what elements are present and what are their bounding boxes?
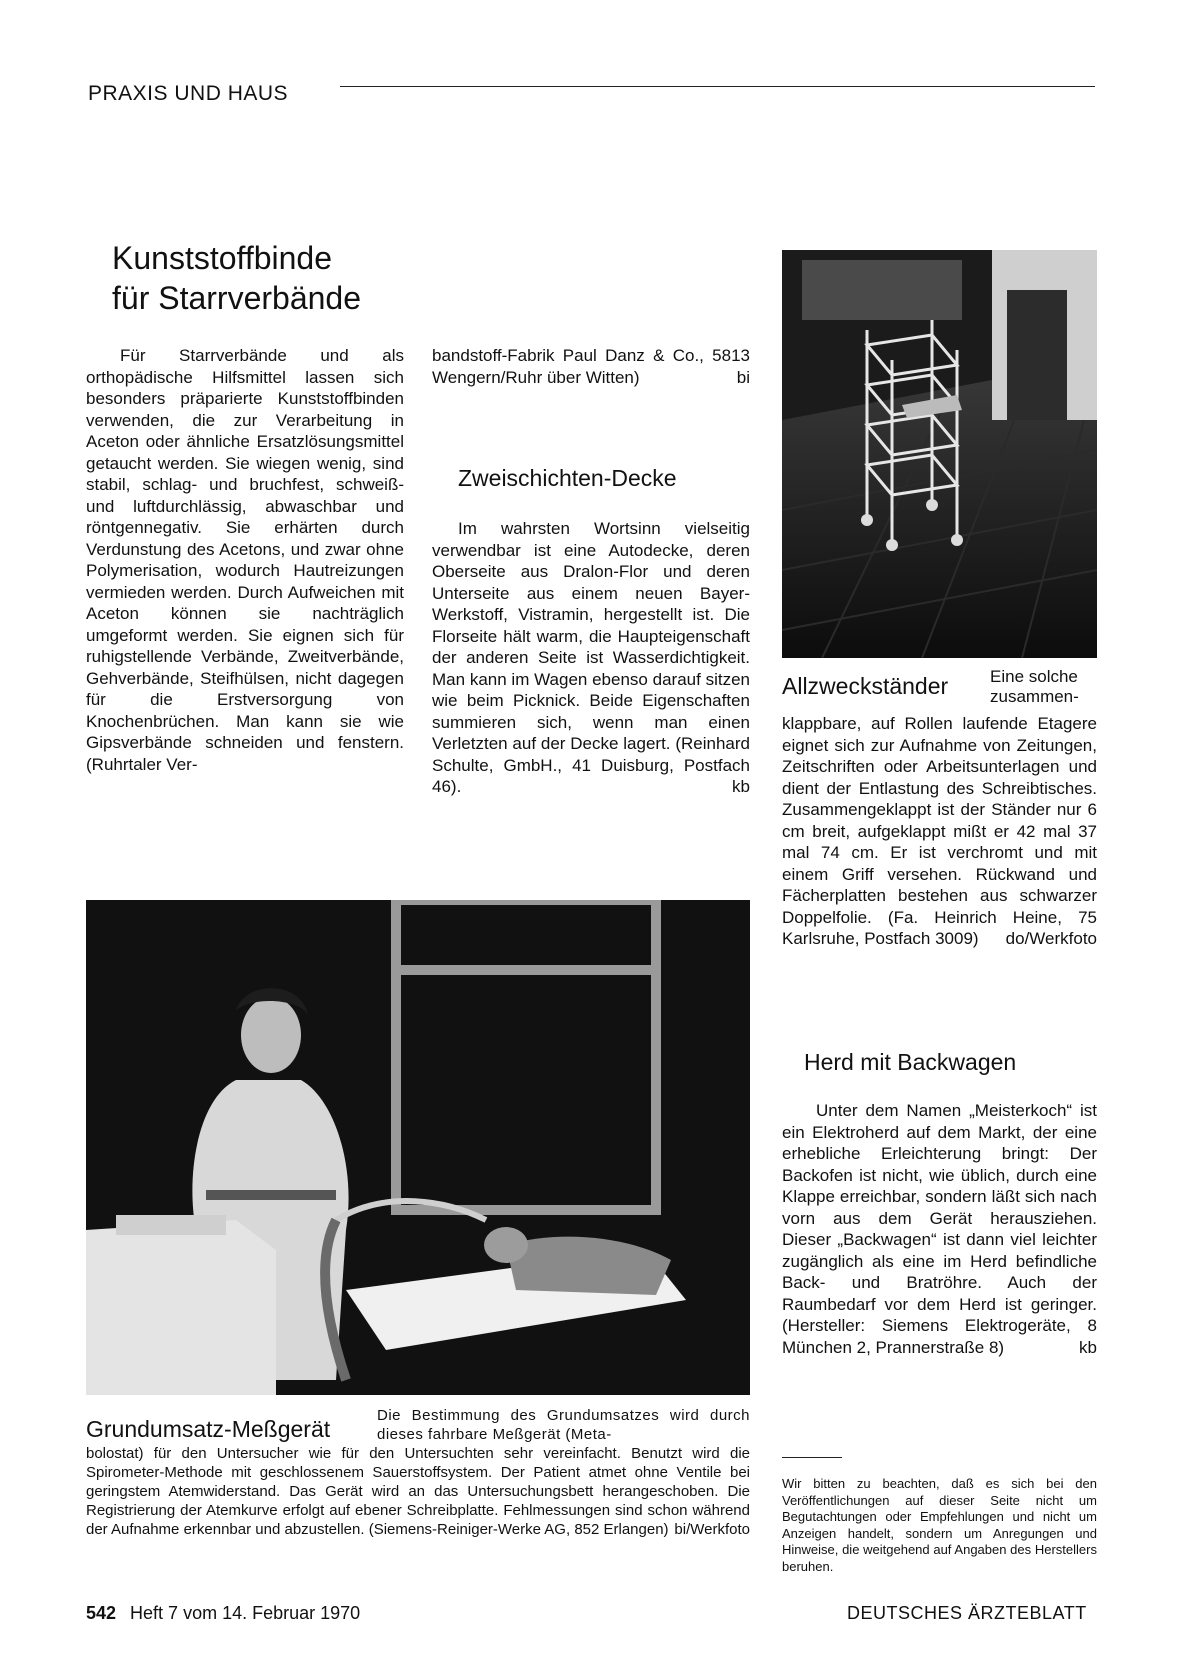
article-text-herd-mit-backwagen — [782, 1100, 1097, 1358]
article-title-grundumsatz-messgeraet: Grundumsatz-Meßgerät — [86, 1416, 331, 1442]
author-signature: bi/Werkfoto — [674, 1521, 750, 1538]
section-header: PRAXIS UND HAUS — [88, 82, 289, 105]
article-lead-allzweckstaender: Eine solche zusammen- — [990, 667, 1079, 706]
photo-allzweckstaender — [782, 250, 1097, 658]
article-text-grundumsatz-messgeraet — [86, 1444, 750, 1539]
note-rule — [782, 1457, 842, 1458]
article-body: bolostat) für den Untersucher wie für den Untersuchten sehr vereinfacht. Benutzt wird die Spirometer-Methode mit geschlossenem Sauerstoffsystem. Der Patient atmet ohne Ventile bei geringstem Atemwiderstand. Das Gerät wird an das Untersuchungsbett herangeschoben. Die Registrierung der Atemkurve erfolgt auf ebener Schreibplatte. Fehlmessungen sind schon während der Aufnahme erkennbar und abzustellen. (Siemens-Reiniger-Werke AG, 852 Erlangen) — [86, 1445, 750, 1538]
article-title-zweischichten-decke: Zweischichten-Decke — [458, 465, 677, 491]
patient-photo-graphic — [86, 900, 750, 1395]
article-title-herd-mit-backwagen: Herd mit Backwagen — [804, 1049, 1017, 1075]
author-signature: bi — [736, 367, 750, 387]
article-lead-grundumsatz-messgeraet: Die Bestimmung des Grundumsatzes wird durch dieses fahrbare Meßgerät (Meta- — [377, 1407, 750, 1443]
article-body: klappbare, auf Rollen laufende Etagere eignet sich zur Aufnahme von Zeitungen, Zeitschriften oder Arbeitsunterlagen und dient der Entlastung des Schreibtisches. Zusammengeklappt ist der Ständer nur 6 cm breit, aufgeklappt mißt er 42 mal 37 mal 74 cm. Er ist verchromt und mit einem Griff versehen. Rückwand und Fächerplatten bestehen aus schwarzer Doppelfolie. (Fa. Heinrich Heine, 75 Karlsruhe, Postfach 3009) — [782, 714, 1097, 948]
trolley-photo-graphic — [782, 250, 1097, 658]
article-continuation: bandstoff-Fabrik Paul Danz & Co., 5813 Wengern/Ruhr über Witten) — [432, 346, 750, 387]
disclaimer-note: Wir bitten zu beachten, daß es sich bei den Veröffentlichungen auf dieser Seite nicht um Begutachtungen oder Empfehlungen und nicht um Anzeigen handelt, sondern um Anregungen und Hinweise, die weitgehend auf Angaben des Herstellers beruhen. — [782, 1476, 1097, 1574]
article-body: Im wahrsten Wortsinn vielseitig verwendbar ist eine Autodecke, deren Oberseite aus Dralon-Flor und deren Unterseite aus einem neuen Bayer-Werkstoff, Vistramin, hergestellt ist. Die Florseite hält warm, die Haupteigenschaft der anderen Seite ist Wasserdichtigkeit. Man kann im Wagen ebenso darauf sitzen wie beim Picknick. Beide Eigenschaften summieren sich, wenn man einen Verletzten auf der Decke lagert. (Reinhard Schulte, GmbH., 41 Duisburg, Postfach 46). — [432, 519, 750, 796]
article-text-allzweckstaender — [782, 713, 1097, 950]
page-number: 542 — [86, 1603, 117, 1623]
publication-name: DEUTSCHES ÄRZTEBLATT — [847, 1603, 1087, 1623]
title-line-1: Kunststoffbinde — [112, 240, 333, 276]
photo-grundumsatz-messgeraet — [86, 900, 750, 1395]
header-rule — [340, 86, 1095, 87]
article-title-kunststoffbinde — [112, 238, 442, 318]
footer-issue-info — [86, 1603, 360, 1624]
issue-date: Heft 7 vom 14. Februar 1970 — [130, 1603, 361, 1623]
article-text-kunststoffbinde-continued — [432, 345, 750, 388]
article-body: Unter dem Namen „Meisterkoch“ ist ein Elektroherd auf dem Markt, der eine erhebliche Erleichterung bringt: Der Backofen ist nicht, wie üblich, durch eine Klappe erreichbar, sondern läßt sich nach vorn aus dem Gerät herausziehen. Dieser „Backwagen“ ist dann viel leichter zugänglich als eine im Herd befindliche Back- und Bratröhre. Auch der Raumbedarf vor dem Herd ist geringer. (Hersteller: Siemens Elektrogeräte, 8 München 2, Prannerstraße 8) — [782, 1101, 1097, 1357]
article-title-allzweckstaender: Allzweckständer — [782, 673, 949, 699]
article-text-zweischichten-decke — [432, 518, 750, 798]
author-signature: kb — [1079, 1337, 1097, 1357]
article-text-kunststoffbinde: Für Starrverbände und als orthopädische Hilfsmittel lassen sich besonders präparierte Kunststoffbinden verwenden, die zur Verarbeitung in Aceton oder ähnliche Ersatzlösungsmittel getaucht werden. Sie wiegen wenig, sind stabil, schlag- und bruchfest, schweiß- und luftdurchlässig, abwaschbar und röntgennegativ. Sie erhärten durch Verdunstung des Acetons, und zwar ohne Polymerisation, wodurch Hautreizungen vermieden werden. Durch Aufweichen mit Aceton können sie nachträglich umgeformt werden. Sie eignen sich für ruhigstellende Verbände, Zweitverbände, Gehverbände, Steifhülsen, nicht dagegen für die Erstversorgung von Knochenbrüchen. Man kann sie wie Gipsverbände schneiden und fenstern. (Ruhrtaler Ver- — [86, 346, 404, 774]
title-line-2: für Starrverbände — [112, 280, 362, 316]
author-signature: kb — [732, 777, 750, 796]
author-signature: do/Werkfoto — [1005, 929, 1097, 948]
